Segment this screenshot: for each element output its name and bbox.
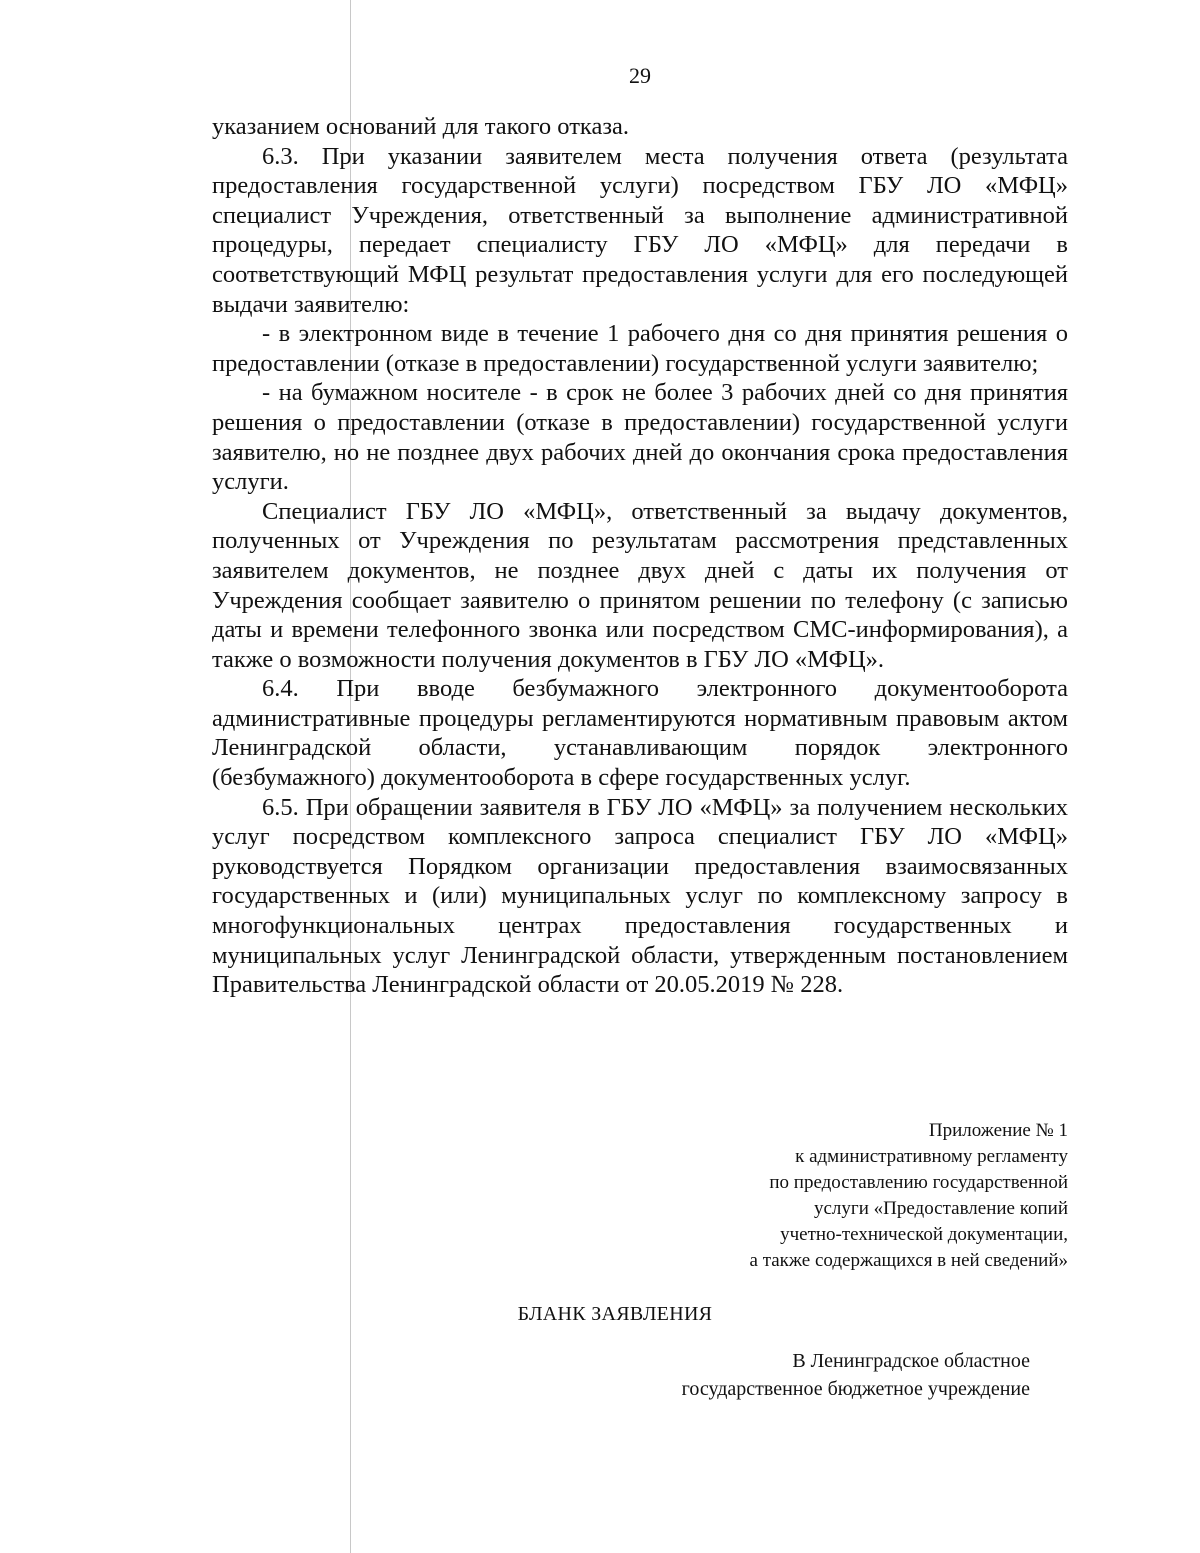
addressee-line: государственное бюджетное учреждение bbox=[681, 1378, 1030, 1400]
form-title: БЛАНК ЗАЯВЛЕНИЯ bbox=[517, 1303, 713, 1325]
annex-header bbox=[548, 1118, 1068, 1274]
annex-line: услуги «Предоставление копий bbox=[814, 1198, 1068, 1219]
annex-line: а также содержащихся в ней сведений» bbox=[749, 1250, 1068, 1271]
addressee-block bbox=[510, 1347, 1030, 1403]
paragraph: указанием оснований для такого отказа. bbox=[212, 113, 630, 140]
paragraph-electronic: - в электронном виде в течение 1 рабочего дня со дня принятия решения о предоставлении (отказе в предоставлении) государственной услуги заявителю; bbox=[212, 320, 1068, 377]
annex-line: Приложение № 1 bbox=[928, 1120, 1068, 1141]
document-body bbox=[212, 112, 1068, 1000]
addressee-line: В Ленинградское областное bbox=[792, 1350, 1030, 1372]
paragraph-paper: - на бумажном носителе - в срок не более 3 рабочих дней со дня принятия решения о предоставлении (отказе в предоставлении) государственной услуги заявителю, но не позднее двух рабочих дней до окончания срока предоставления услуги. bbox=[212, 379, 1068, 496]
paragraph-6-3: 6.3. При указании заявителем места получения ответа (результата предоставления государственной услуги) посредством ГБУ ЛО «МФЦ» специалист Учреждения, ответственный за выполнение административной процедуры, передает специалисту ГБУ ЛО «МФЦ» для передачи в соответствующий МФЦ результат предоставления услуги для его последующей выдачи заявителю: bbox=[212, 142, 1068, 318]
paragraph-6-5: 6.5. При обращении заявителя в ГБУ ЛО «МФЦ» за получением нескольких услуг посредством комплексного запроса специалист ГБУ ЛО «МФЦ» руководствуется Порядком организации предоставления взаимосвязанных государственных и (или) муниципальных услуг по комплексному запросу в многофункциональных центрах предоставления государственных и муниципальных услуг Ленинградской области, утвержденным постановлением Правительства Ленинградской области от 20.05.2019 № 228. bbox=[212, 793, 1068, 999]
annex-line: учетно-технической документации, bbox=[780, 1224, 1068, 1245]
annex-line: по предоставлению государственной bbox=[769, 1172, 1068, 1193]
paragraph-specialist: Специалист ГБУ ЛО «МФЦ», ответственный за выдачу документов, полученных от Учреждения по результатам рассмотрения представленных заявителем документов, не позднее двух дней с даты их получения от Учреждения сообщает заявителю о принятом решении по телефону (с записью даты и времени телефонного звонка или посредством СМС-информирования), а также о возможности получения документов в ГБУ ЛО «МФЦ». bbox=[212, 497, 1068, 673]
annex-line: к административному регламенту bbox=[795, 1146, 1068, 1167]
paragraph-6-4: 6.4. При вводе безбумажного электронного документооборота административные процедуры регламентируются нормативным правовым актом Ленинградской области, устанавливающим порядок электронного (безбумажного) документооборота в сфере государственных услуг. bbox=[212, 675, 1068, 792]
page-number: 29 bbox=[629, 63, 651, 88]
